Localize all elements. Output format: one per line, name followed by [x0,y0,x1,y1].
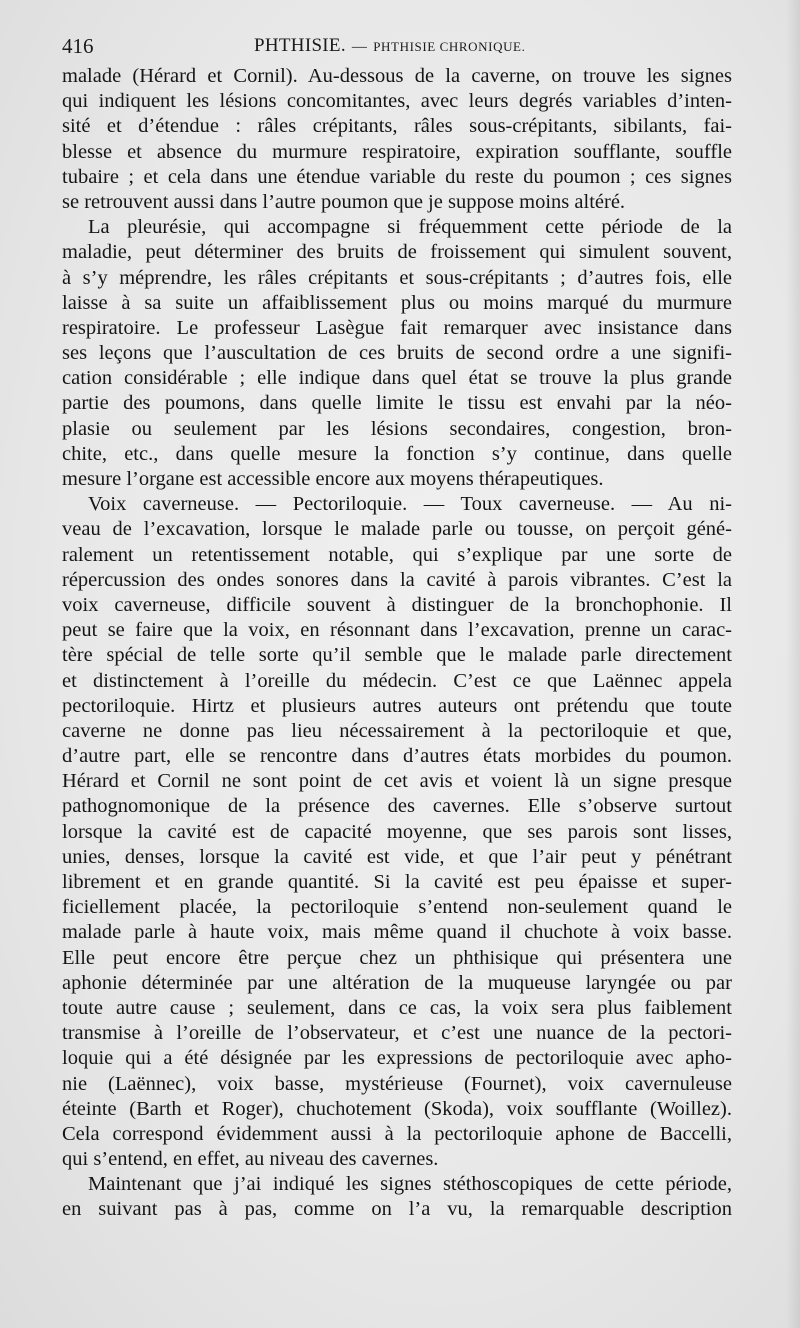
text-line: blesse et absence du murmure respiratoire, expiration soufflante, souffle [62,140,732,163]
text-line: Hérard et Cornil ne sont point de cet avis et voient là un signe presque [62,770,732,793]
text-line: malade (Hérard et Cornil). Au-dessous de la caverne, on trouve les signes [62,65,732,87]
text-line: caverne ne donne pas lieu nécessairement à la pectoriloquie et que, [62,719,732,742]
text-line: voix caverneuse, difficile souvent à distinguer de la bronchophonie. Il [62,593,732,616]
text-line: unies, denses, lorsque la cavité est vide, et que l’air peut y pénétrant [62,845,732,868]
text-line: qui indiquent les lésions concomitantes, avec leurs degrés variables d’inten- [62,90,732,113]
text-line: toute autre cause ; seulement, dans ce cas, la voix sera plus faiblement [62,996,732,1019]
paragraph-start-line: La pleurésie, qui accompagne si fréquemment cette période de la [88,216,732,239]
text-line: respiratoire. Le professeur Lasègue fait remarquer avec insistance dans [62,316,732,339]
text-line: en suivant pas à pas, comme on l’a vu, la remarquable description [62,1198,732,1221]
text-line: qui s’entend, en effet, au niveau des cavernes. [62,1148,439,1171]
text-line: répercussion des ondes sonores dans la cavité à parois vibrantes. C’est la [62,568,732,591]
page-number: 416 [62,34,94,58]
text-line: et distinctement à l’oreille du médecin. C’est ce que Laënnec appela [62,669,732,692]
text-line: ses leçons que l’auscultation de ces bruits de second ordre a une signifi- [62,342,732,365]
text-line: librement et en grande quantité. Si la cavité est peu épaisse et super- [62,871,732,893]
running-title [254,35,525,57]
text-line: se retrouvent aussi dans l’autre poumon que je suppose moins altéré. [62,190,626,213]
text-line: aphonie déterminée par une altération de la muqueuse laryngée ou par [62,971,732,994]
text-line: tère spécial de telle sorte qu’il semble que le malade parle directement [62,644,732,667]
running-head [62,34,752,58]
text-line: sité et d’étendue : râles crépitants, râles sous-crépitants, sibilants, fai- [62,115,732,138]
text-line: ficiellement placée, la pectoriloquie s’entend non-seulement quand le [62,896,732,919]
text-line: Elle peut encore être perçue chez un phthisique qui présentera une [62,946,732,969]
text-line: cation considérable ; elle indique dans quel état se trouve la plus grande [62,367,732,390]
text-line: chite, etc., dans quelle mesure la fonction s’y continue, dans quelle [62,442,732,465]
text-line: loquie qui a été désignée par les expressions de pectoriloquie avec apho- [62,1047,732,1070]
section-heading-line: Voix caverneuse. — Pectoriloquie. — Toux caverneuse. — Au ni- [88,493,732,516]
text-line: à s’y méprendre, les râles crépitants et sous-crépitants ; d’autres fois, elle [62,266,732,289]
text-line: maladie, peut déterminer des bruits de froissement qui simulent souvent, [62,241,732,264]
text-line: pathognomonique de la présence des cavernes. Elle s’observe surtout [62,795,732,818]
text-line: laisse à sa suite un affaiblissement plus ou moins marqué du murmure [62,291,732,314]
text-line: ralement un retentissement notable, qui s’explique par une sorte de [62,543,732,566]
text-line: transmise à l’oreille de l’observateur, et c’est une nuance de la pectori- [62,1022,732,1045]
text-line: éteinte (Barth et Roger), chuchotement (Skoda), voix soufflante (Woillez). [62,1097,732,1120]
body-text [62,64,732,1223]
text-line: mesure l’organe est accessible encore aux moyens thérapeutiques. [62,468,604,490]
text-line: peut se faire que la voix, en résonnant dans l’excavation, prenne un carac- [62,619,732,642]
text-line: d’autre part, elle se rencontre dans d’autres états morbides du poumon. [62,745,732,768]
text-line: pectoriloquie. Hirtz et plusieurs autres auteurs ont prétendu que toute [62,694,732,717]
text-line: Cela correspond évidemment aussi à la pectoriloquie aphone de Baccelli, [62,1122,732,1145]
text-line: veau de l’excavation, lorsque le malade parle ou tousse, on perçoit géné- [62,518,732,541]
text-line: lorsque la cavité est de capacité moyenne, que ses parois sont lisses, [62,820,732,843]
text-line: malade parle à haute voix, mais même quand il chuchote à voix basse. [62,921,732,944]
text-line: tubaire ; et cela dans une étendue variable du reste du poumon ; ces signes [62,165,732,188]
running-title-subtitle: PHTHISIE CHRONIQUE. [373,39,526,54]
running-title-main: PHTHISIE. [254,35,346,56]
text-line: plasie ou seulement par les lésions secondaires, congestion, bron- [62,417,732,440]
running-title-dash: — [351,39,368,55]
text-line: nie (Laënnec), voix basse, mystérieuse (Fournet), voix cavernuleuse [62,1072,732,1095]
paragraph-start-line: Maintenant que j’ai indiqué les signes stéthoscopiques de cette période, [88,1173,732,1196]
text-line: partie des poumons, dans quelle limite le tissu est envahi par la néo- [62,392,732,415]
